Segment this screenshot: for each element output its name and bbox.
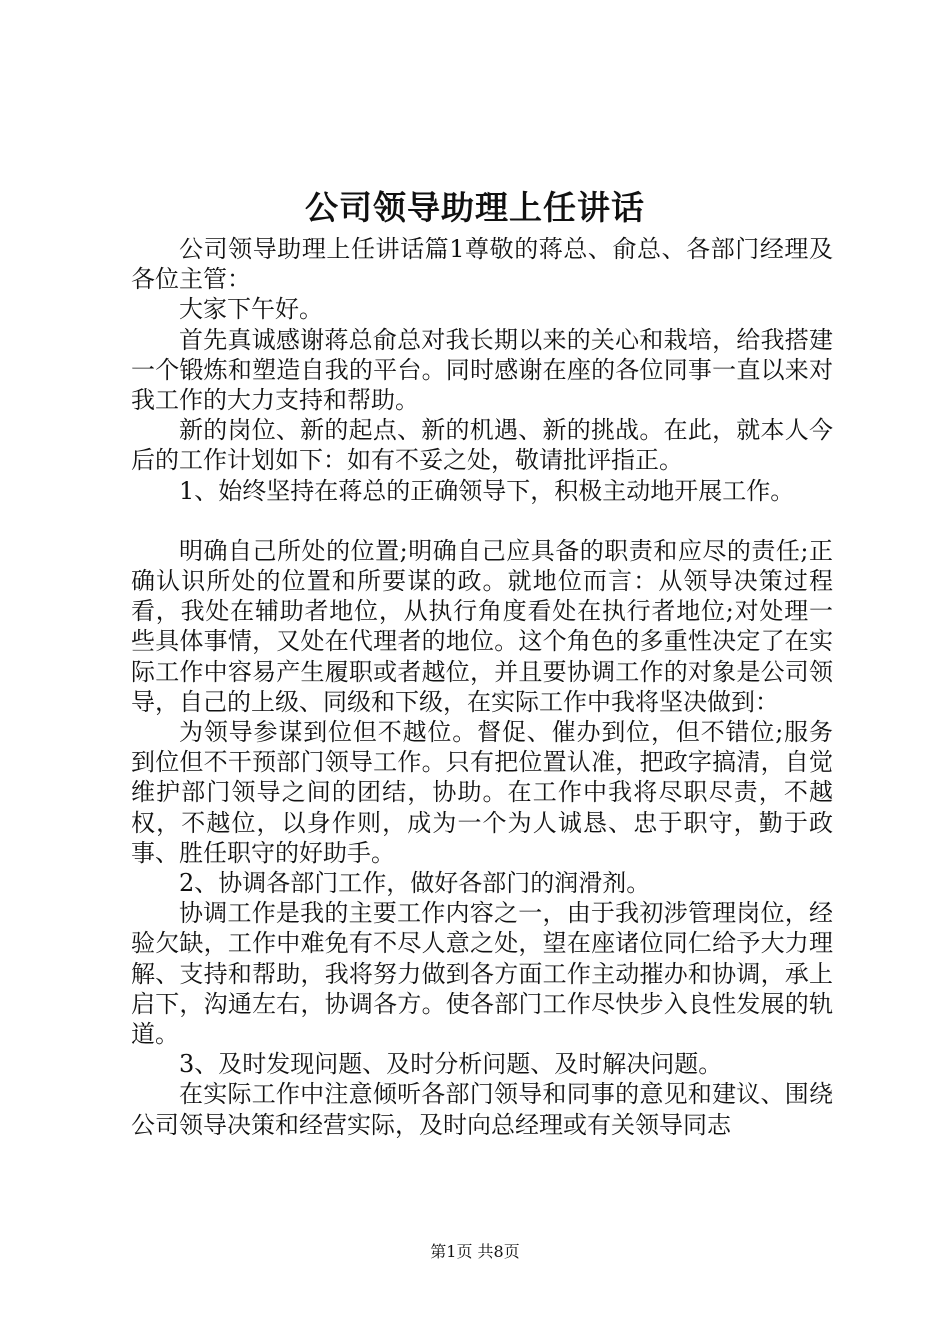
paragraph-listening: 在实际工作中注意倾听各部门领导和同事的意见和建议、围绕公司领导决策和经营实际，及时向总经理或有关领导同志	[131, 1080, 833, 1139]
page-footer: 第1页 共8页	[430, 1242, 520, 1261]
paragraph-point-3: 3、及时发现问题、及时分析问题、及时解决问题。	[179, 1050, 723, 1079]
document-body	[131, 234, 833, 1140]
paragraph-plan-intro: 新的岗位、新的起点、新的机遇、新的挑战。在此，就本人今后的工作计划如下：如有不妥之处，敬请批评指正。	[131, 416, 833, 475]
paragraph-point-2: 2、协调各部门工作，做好各部门的润滑剂。	[179, 869, 651, 898]
paragraph-coordination: 协调工作是我的主要工作内容之一，由于我初涉管理岗位，经验欠缺，工作中难免有不尽人意之处，望在座诸位同仁给予大力理解、支持和帮助，我将努力做到各方面工作主动摧办和协调，承上启下，沟通左右，协调各方。使各部门工作尽快步入良性发展的轨道。	[131, 899, 833, 1049]
paragraph-position: 明确自己所处的位置;明确自己应具备的职责和应尽的责任;正确认识所处的位置和所要谋的政。就地位而言：从领导决策过程看，我处在辅助者地位，从执行角度看处在执行者地位;对处理一些具体事情，又处在代理者的地位。这个角色的多重性决定了在实际工作中容易产生履职或者越位，并且要协调工作的对象是公司领导，自己的上级、同级和下级，在实际工作中我将坚决做到：	[131, 536, 833, 716]
paragraph-greeting: 公司领导助理上任讲话篇1尊敬的蒋总、俞总、各部门经理及各位主管：	[131, 235, 833, 294]
paragraph-point-1: 1、始终坚持在蒋总的正确领导下，积极主动地开展工作。	[179, 476, 795, 505]
paragraph-thanks: 首先真诚感谢蒋总俞总对我长期以来的关心和栽培，给我搭建一个锻炼和塑造自我的平台。同时感谢在座的各位同事一直以来对我工作的大力支持和帮助。	[131, 325, 833, 415]
paragraph-role: 为领导参谋到位但不越位。督促、催办到位，但不错位;服务到位但不干预部门领导工作。只有把位置认准，把政字搞清，自觉维护部门领导之间的团结，协助。在工作中我将尽职尽责，不越权，不越位，以身作则，成为一个为人诚恳、忠于职守，勤于政事、胜任职守的好助手。	[131, 718, 833, 867]
paragraph-hello: 大家下午好。	[179, 295, 323, 324]
document-title: 公司领导助理上任讲话	[305, 188, 645, 227]
